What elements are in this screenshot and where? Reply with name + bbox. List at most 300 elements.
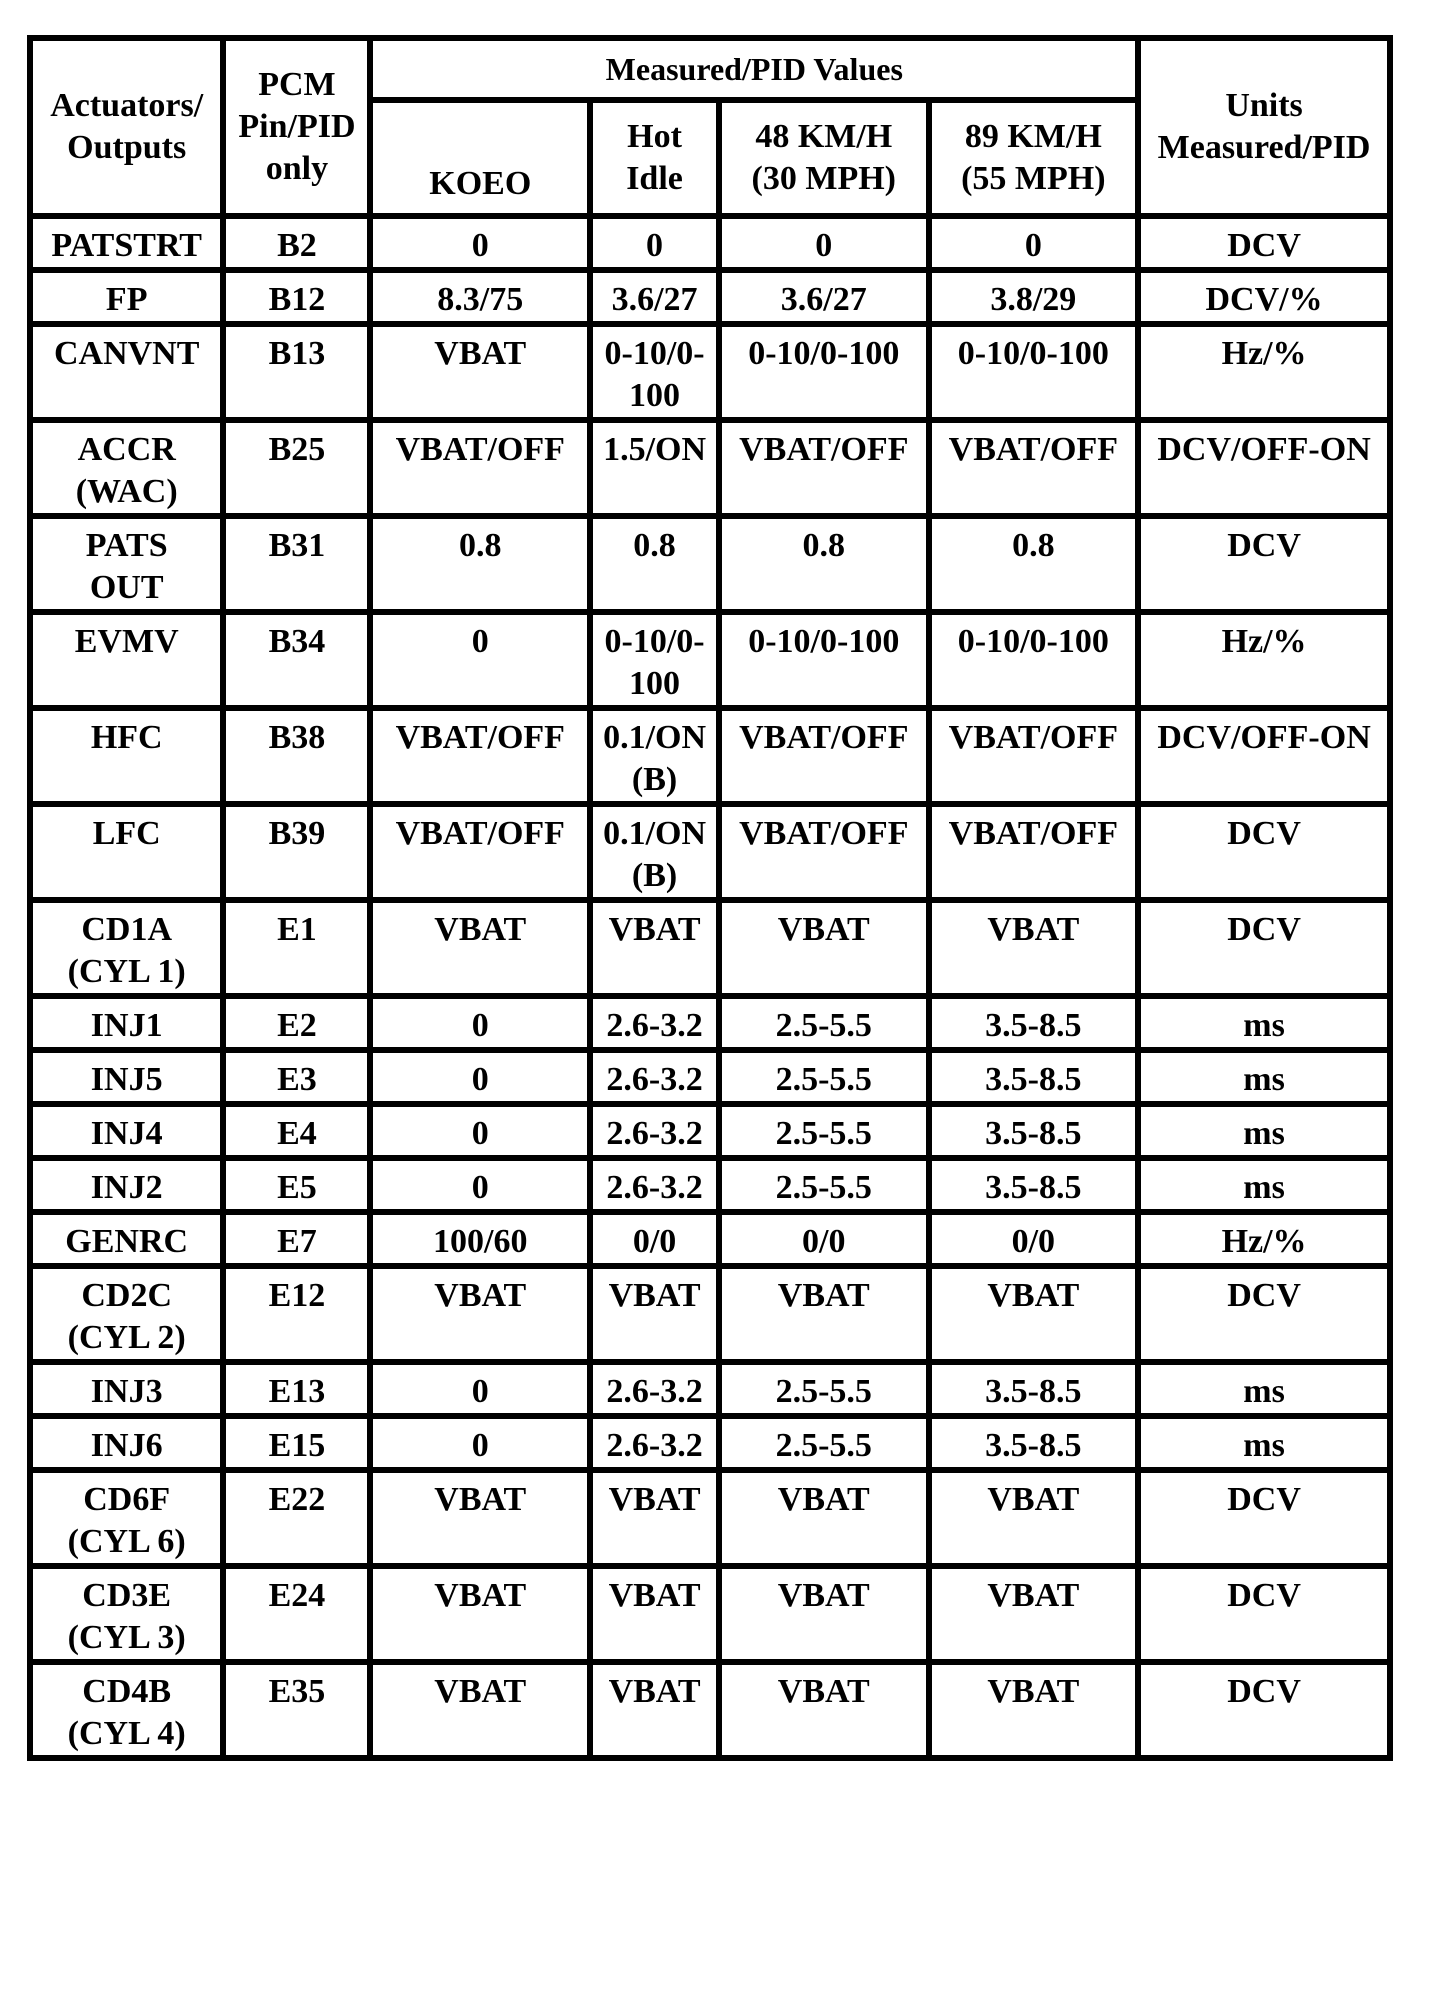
table-row bbox=[30, 612, 1390, 708]
table-row bbox=[30, 1566, 1390, 1662]
cell-actuator-line: CD1A bbox=[81, 911, 173, 948]
cell-48-kmh bbox=[719, 1050, 929, 1104]
cell-hot-idle bbox=[590, 900, 719, 996]
cell-48-kmh bbox=[719, 900, 929, 996]
cell-actuator-line: INJ3 bbox=[90, 1373, 163, 1410]
cell-actuator bbox=[30, 804, 223, 900]
cell-units bbox=[1138, 420, 1390, 516]
cell-units-line: DCV bbox=[1227, 815, 1301, 852]
cell-89-kmh-line: 3.5-8.5 bbox=[985, 1427, 1082, 1464]
cell-koeo bbox=[370, 1662, 590, 1758]
cell-hot-idle-line: 0 bbox=[646, 227, 664, 264]
cell-48-kmh bbox=[719, 1104, 929, 1158]
table-body bbox=[30, 216, 1390, 1758]
cell-actuator bbox=[30, 1662, 223, 1758]
cell-hot-idle-line: 0.1/ON bbox=[603, 719, 707, 756]
cell-units bbox=[1138, 708, 1390, 804]
cell-89-kmh bbox=[929, 216, 1139, 270]
cell-89-kmh bbox=[929, 1566, 1139, 1662]
cell-actuator-line: INJ5 bbox=[90, 1061, 163, 1098]
cell-koeo bbox=[370, 804, 590, 900]
cell-units-line: DCV bbox=[1227, 1577, 1301, 1614]
cell-koeo-line: VBAT bbox=[434, 1277, 527, 1314]
table-row bbox=[30, 216, 1390, 270]
cell-actuator bbox=[30, 420, 223, 516]
cell-48-kmh bbox=[719, 1212, 929, 1266]
cell-koeo-line: VBAT bbox=[434, 1481, 527, 1518]
table-row bbox=[30, 804, 1390, 900]
cell-pin: E7 bbox=[223, 1212, 370, 1266]
cell-actuator bbox=[30, 1212, 223, 1266]
table-row bbox=[30, 1470, 1390, 1566]
cell-koeo-line: 0 bbox=[471, 1169, 489, 1206]
cell-koeo bbox=[370, 1050, 590, 1104]
cell-actuator bbox=[30, 216, 223, 270]
cell-actuator-line: (WAC) bbox=[75, 473, 178, 510]
cell-units-line: Hz/% bbox=[1221, 1223, 1307, 1260]
cell-48-kmh bbox=[719, 420, 929, 516]
cell-units bbox=[1138, 270, 1390, 324]
cell-89-kmh bbox=[929, 1362, 1139, 1416]
cell-units-line: ms bbox=[1243, 1007, 1285, 1044]
cell-koeo-line: VBAT/OFF bbox=[395, 431, 565, 468]
cell-koeo bbox=[370, 516, 590, 612]
cell-48-kmh-line: 2.5-5.5 bbox=[775, 1169, 872, 1206]
table-row bbox=[30, 1212, 1390, 1266]
cell-units bbox=[1138, 1158, 1390, 1212]
cell-hot-idle bbox=[590, 1362, 719, 1416]
cell-units bbox=[1138, 1104, 1390, 1158]
cell-koeo bbox=[370, 216, 590, 270]
cell-hot-idle-line: VBAT bbox=[608, 1277, 701, 1314]
cell-koeo-line: 0 bbox=[471, 1427, 489, 1464]
cell-hot-idle-line: 100 bbox=[629, 377, 681, 414]
cell-hot-idle-line: 100 bbox=[629, 665, 681, 702]
cell-pin: B12 bbox=[223, 270, 370, 324]
cell-koeo-line: 0 bbox=[471, 623, 489, 660]
cell-actuator-line: PATS bbox=[85, 527, 168, 564]
cell-48-kmh bbox=[719, 1662, 929, 1758]
cell-48-kmh bbox=[719, 270, 929, 324]
cell-koeo-line: 8.3/75 bbox=[437, 281, 524, 318]
cell-koeo bbox=[370, 1416, 590, 1470]
cell-89-kmh bbox=[929, 270, 1139, 324]
cell-pin: B39 bbox=[223, 804, 370, 900]
cell-hot-idle-line: 0-10/0- bbox=[604, 335, 705, 372]
cell-hot-idle-line: (B) bbox=[631, 761, 678, 798]
cell-48-kmh-line: 0-10/0-100 bbox=[748, 335, 900, 372]
cell-units-line: ms bbox=[1243, 1115, 1285, 1152]
cell-89-kmh-line: 0-10/0-100 bbox=[957, 335, 1109, 372]
cell-48-kmh-line: 0.8 bbox=[802, 527, 846, 564]
cell-89-kmh-line: VBAT bbox=[987, 1673, 1080, 1710]
cell-48-kmh-line: VBAT/OFF bbox=[739, 431, 909, 468]
cell-units-line: ms bbox=[1243, 1427, 1285, 1464]
cell-hot-idle bbox=[590, 270, 719, 324]
cell-48-kmh bbox=[719, 612, 929, 708]
cell-units-line: DCV bbox=[1227, 227, 1301, 264]
header-units: Units Measured/PID bbox=[1138, 38, 1390, 216]
cell-48-kmh-line: 2.5-5.5 bbox=[775, 1061, 872, 1098]
cell-hot-idle-line: (B) bbox=[631, 857, 678, 894]
cell-actuator-line: ACCR bbox=[77, 431, 176, 468]
cell-koeo-line: 0 bbox=[471, 1061, 489, 1098]
cell-pin: E1 bbox=[223, 900, 370, 996]
cell-hot-idle bbox=[590, 420, 719, 516]
cell-actuator-line: LFC bbox=[92, 815, 161, 852]
cell-koeo bbox=[370, 1470, 590, 1566]
cell-hot-idle bbox=[590, 1158, 719, 1212]
cell-48-kmh bbox=[719, 1416, 929, 1470]
cell-hot-idle-line: 2.6-3.2 bbox=[606, 1061, 703, 1098]
cell-units-line: DCV bbox=[1227, 527, 1301, 564]
cell-units-line: DCV/% bbox=[1205, 281, 1323, 318]
cell-89-kmh bbox=[929, 804, 1139, 900]
cell-89-kmh-line: 0/0 bbox=[1011, 1223, 1056, 1260]
cell-48-kmh bbox=[719, 516, 929, 612]
cell-units-line: Hz/% bbox=[1221, 623, 1307, 660]
cell-units-line: DCV/OFF-ON bbox=[1157, 719, 1371, 756]
table-row bbox=[30, 324, 1390, 420]
cell-units bbox=[1138, 1050, 1390, 1104]
cell-48-kmh-line: 0-10/0-100 bbox=[748, 623, 900, 660]
cell-actuator bbox=[30, 996, 223, 1050]
cell-units bbox=[1138, 516, 1390, 612]
cell-89-kmh bbox=[929, 900, 1139, 996]
cell-koeo bbox=[370, 270, 590, 324]
cell-48-kmh-line: VBAT bbox=[777, 1277, 870, 1314]
cell-actuator bbox=[30, 1158, 223, 1212]
cell-89-kmh bbox=[929, 1104, 1139, 1158]
cell-koeo bbox=[370, 900, 590, 996]
cell-actuator bbox=[30, 1104, 223, 1158]
cell-actuator-line: (CYL 3) bbox=[67, 1619, 186, 1656]
cell-hot-idle bbox=[590, 324, 719, 420]
cell-units bbox=[1138, 1266, 1390, 1362]
cell-89-kmh bbox=[929, 612, 1139, 708]
cell-hot-idle-line: 2.6-3.2 bbox=[606, 1115, 703, 1152]
cell-48-kmh bbox=[719, 1266, 929, 1362]
cell-89-kmh bbox=[929, 1212, 1139, 1266]
cell-89-kmh bbox=[929, 1266, 1139, 1362]
header-measured-pid-values: Measured/PID Values bbox=[370, 38, 1138, 100]
cell-pin: E13 bbox=[223, 1362, 370, 1416]
header-48-kmh: 48 KM/H (30 MPH) bbox=[719, 100, 929, 216]
cell-koeo bbox=[370, 1266, 590, 1362]
cell-89-kmh bbox=[929, 516, 1139, 612]
cell-units bbox=[1138, 996, 1390, 1050]
cell-48-kmh-line: VBAT bbox=[777, 1673, 870, 1710]
cell-actuator bbox=[30, 324, 223, 420]
cell-hot-idle-line: 3.6/27 bbox=[611, 281, 698, 318]
table-row bbox=[30, 996, 1390, 1050]
cell-hot-idle bbox=[590, 1104, 719, 1158]
cell-89-kmh bbox=[929, 1158, 1139, 1212]
cell-89-kmh-line: 3.5-8.5 bbox=[985, 1115, 1082, 1152]
cell-hot-idle-line: 2.6-3.2 bbox=[606, 1373, 703, 1410]
cell-koeo-line: VBAT bbox=[434, 335, 527, 372]
cell-pin: E4 bbox=[223, 1104, 370, 1158]
table-row bbox=[30, 1050, 1390, 1104]
cell-48-kmh-line: VBAT/OFF bbox=[739, 719, 909, 756]
cell-pin: E2 bbox=[223, 996, 370, 1050]
cell-units bbox=[1138, 804, 1390, 900]
cell-hot-idle-line: 0.1/ON bbox=[603, 815, 707, 852]
cell-hot-idle-line: 0-10/0- bbox=[604, 623, 705, 660]
cell-48-kmh-line: VBAT bbox=[777, 911, 870, 948]
cell-actuator bbox=[30, 516, 223, 612]
cell-89-kmh-line: 0-10/0-100 bbox=[957, 623, 1109, 660]
cell-89-kmh-line: VBAT/OFF bbox=[948, 719, 1119, 756]
table-row bbox=[30, 900, 1390, 996]
cell-units-line: DCV bbox=[1227, 911, 1301, 948]
cell-pin: E24 bbox=[223, 1566, 370, 1662]
cell-hot-idle bbox=[590, 1266, 719, 1362]
cell-hot-idle-line: 1.5/ON bbox=[603, 431, 707, 468]
header-actuators-outputs: Actuators/ Outputs bbox=[30, 38, 223, 216]
cell-actuator-line: FP bbox=[105, 281, 148, 318]
cell-koeo bbox=[370, 612, 590, 708]
header-koeo: KOEO bbox=[370, 100, 590, 216]
cell-89-kmh bbox=[929, 996, 1139, 1050]
cell-48-kmh-line: VBAT bbox=[777, 1481, 870, 1518]
cell-hot-idle bbox=[590, 804, 719, 900]
cell-units-line: ms bbox=[1243, 1373, 1285, 1410]
cell-48-kmh-line: 2.5-5.5 bbox=[775, 1115, 872, 1152]
cell-hot-idle-line: 0/0 bbox=[632, 1223, 677, 1260]
cell-hot-idle bbox=[590, 1566, 719, 1662]
cell-hot-idle-line: VBAT bbox=[608, 1481, 701, 1518]
table-row bbox=[30, 1662, 1390, 1758]
cell-48-kmh bbox=[719, 804, 929, 900]
table-row bbox=[30, 516, 1390, 612]
cell-units bbox=[1138, 1470, 1390, 1566]
cell-actuator-line: CD4B bbox=[82, 1673, 172, 1710]
cell-89-kmh-line: 0.8 bbox=[1012, 527, 1055, 564]
cell-koeo-line: 100/60 bbox=[433, 1223, 528, 1260]
cell-actuator-line: CD2C bbox=[81, 1277, 173, 1314]
cell-actuator-line: INJ6 bbox=[90, 1427, 163, 1464]
cell-units bbox=[1138, 1212, 1390, 1266]
cell-pin: E22 bbox=[223, 1470, 370, 1566]
cell-koeo-line: 0.8 bbox=[459, 527, 502, 564]
cell-actuator bbox=[30, 612, 223, 708]
cell-hot-idle-line: VBAT bbox=[608, 1673, 701, 1710]
cell-koeo bbox=[370, 1104, 590, 1158]
header-pcm-pin: PCM Pin/PID only bbox=[223, 38, 370, 216]
cell-89-kmh-line: 3.5-8.5 bbox=[985, 1007, 1082, 1044]
cell-koeo-line: VBAT bbox=[434, 1673, 527, 1710]
cell-hot-idle-line: 2.6-3.2 bbox=[606, 1007, 703, 1044]
cell-89-kmh bbox=[929, 1470, 1139, 1566]
cell-koeo bbox=[370, 1158, 590, 1212]
cell-actuator bbox=[30, 270, 223, 324]
cell-89-kmh-line: VBAT bbox=[987, 1481, 1080, 1518]
cell-89-kmh bbox=[929, 324, 1139, 420]
cell-hot-idle-line: VBAT bbox=[608, 911, 701, 948]
cell-hot-idle bbox=[590, 1050, 719, 1104]
cell-89-kmh-line: 3.8/29 bbox=[990, 281, 1077, 318]
cell-48-kmh-line: 2.5-5.5 bbox=[775, 1427, 872, 1464]
cell-48-kmh-line: 3.6/27 bbox=[780, 281, 867, 318]
cell-units-line: DCV/OFF-ON bbox=[1157, 431, 1371, 468]
cell-hot-idle bbox=[590, 1416, 719, 1470]
cell-actuator-line: INJ4 bbox=[90, 1115, 163, 1152]
cell-units bbox=[1138, 900, 1390, 996]
cell-48-kmh-line: 2.5-5.5 bbox=[775, 1007, 872, 1044]
cell-actuator-line: CANVNT bbox=[53, 335, 200, 372]
cell-units-line: ms bbox=[1243, 1169, 1285, 1206]
cell-koeo-line: 0 bbox=[471, 1115, 489, 1152]
cell-actuator-line: PATSTRT bbox=[51, 227, 202, 264]
cell-48-kmh bbox=[719, 996, 929, 1050]
cell-hot-idle bbox=[590, 516, 719, 612]
cell-koeo bbox=[370, 996, 590, 1050]
table-row bbox=[30, 1158, 1390, 1212]
cell-actuator-line: (CYL 4) bbox=[67, 1715, 186, 1752]
cell-pin: E5 bbox=[223, 1158, 370, 1212]
cell-pin: E3 bbox=[223, 1050, 370, 1104]
cell-actuator bbox=[30, 708, 223, 804]
cell-units bbox=[1138, 216, 1390, 270]
cell-pin: B2 bbox=[223, 216, 370, 270]
cell-89-kmh-line: VBAT/OFF bbox=[948, 815, 1119, 852]
cell-units bbox=[1138, 324, 1390, 420]
cell-89-kmh bbox=[929, 1662, 1139, 1758]
cell-pin: E15 bbox=[223, 1416, 370, 1470]
cell-48-kmh-line: VBAT/OFF bbox=[739, 815, 909, 852]
cell-koeo bbox=[370, 708, 590, 804]
cell-actuator-line: GENRC bbox=[65, 1223, 189, 1260]
cell-units-line: ms bbox=[1243, 1061, 1285, 1098]
cell-actuator-line: INJ2 bbox=[90, 1169, 163, 1206]
header-89-kmh: 89 KM/H (55 MPH) bbox=[929, 100, 1139, 216]
cell-pin: B31 bbox=[223, 516, 370, 612]
cell-actuator-line: OUT bbox=[89, 569, 164, 606]
cell-89-kmh bbox=[929, 420, 1139, 516]
cell-89-kmh-line: 0 bbox=[1024, 227, 1042, 264]
table-row bbox=[30, 1266, 1390, 1362]
cell-89-kmh bbox=[929, 1416, 1139, 1470]
cell-actuator bbox=[30, 1470, 223, 1566]
cell-koeo-line: 0 bbox=[471, 1007, 489, 1044]
cell-actuator-line: EVMV bbox=[74, 623, 179, 660]
cell-koeo-line: 0 bbox=[471, 227, 489, 264]
cell-koeo-line: VBAT bbox=[434, 1577, 527, 1614]
header-row-top bbox=[30, 38, 1390, 100]
cell-89-kmh-line: VBAT bbox=[987, 1277, 1080, 1314]
cell-48-kmh bbox=[719, 216, 929, 270]
cell-hot-idle bbox=[590, 1662, 719, 1758]
cell-actuator-line: CD6F bbox=[83, 1481, 171, 1518]
cell-48-kmh-line: 0 bbox=[815, 227, 833, 264]
cell-koeo bbox=[370, 1566, 590, 1662]
cell-koeo-line: VBAT bbox=[434, 911, 527, 948]
cell-koeo bbox=[370, 324, 590, 420]
cell-hot-idle-line: 0.8 bbox=[633, 527, 676, 564]
cell-actuator-line: INJ1 bbox=[90, 1007, 163, 1044]
cell-hot-idle bbox=[590, 216, 719, 270]
cell-koeo bbox=[370, 1212, 590, 1266]
cell-hot-idle bbox=[590, 1212, 719, 1266]
cell-hot-idle bbox=[590, 708, 719, 804]
table-row bbox=[30, 420, 1390, 516]
cell-48-kmh bbox=[719, 1362, 929, 1416]
actuator-pid-table bbox=[27, 35, 1393, 1761]
cell-actuator-line: HFC bbox=[90, 719, 163, 756]
table-row bbox=[30, 1104, 1390, 1158]
cell-48-kmh bbox=[719, 1566, 929, 1662]
cell-48-kmh bbox=[719, 324, 929, 420]
cell-48-kmh-line: VBAT bbox=[777, 1577, 870, 1614]
table-row bbox=[30, 1362, 1390, 1416]
cell-actuator-line: (CYL 6) bbox=[67, 1523, 186, 1560]
cell-koeo bbox=[370, 1362, 590, 1416]
table-header bbox=[30, 38, 1390, 216]
cell-pin: E12 bbox=[223, 1266, 370, 1362]
cell-hot-idle-line: 2.6-3.2 bbox=[606, 1169, 703, 1206]
cell-48-kmh bbox=[719, 708, 929, 804]
cell-pin: B25 bbox=[223, 420, 370, 516]
cell-hot-idle-line: 2.6-3.2 bbox=[606, 1427, 703, 1464]
cell-units-line: Hz/% bbox=[1221, 335, 1307, 372]
cell-actuator bbox=[30, 1566, 223, 1662]
cell-hot-idle bbox=[590, 612, 719, 708]
cell-89-kmh-line: 3.5-8.5 bbox=[985, 1061, 1082, 1098]
cell-actuator-line: CD3E bbox=[82, 1577, 172, 1614]
cell-actuator bbox=[30, 1362, 223, 1416]
cell-48-kmh-line: 2.5-5.5 bbox=[775, 1373, 872, 1410]
cell-hot-idle bbox=[590, 1470, 719, 1566]
cell-actuator bbox=[30, 900, 223, 996]
cell-hot-idle bbox=[590, 996, 719, 1050]
cell-units bbox=[1138, 1416, 1390, 1470]
cell-48-kmh bbox=[719, 1470, 929, 1566]
cell-actuator bbox=[30, 1416, 223, 1470]
cell-89-kmh-line: VBAT/OFF bbox=[948, 431, 1119, 468]
cell-89-kmh-line: 3.5-8.5 bbox=[985, 1169, 1082, 1206]
cell-units bbox=[1138, 612, 1390, 708]
cell-units bbox=[1138, 1662, 1390, 1758]
cell-units-line: DCV bbox=[1227, 1277, 1301, 1314]
cell-48-kmh bbox=[719, 1158, 929, 1212]
cell-pin: B34 bbox=[223, 612, 370, 708]
cell-pin: B38 bbox=[223, 708, 370, 804]
cell-units-line: DCV bbox=[1227, 1481, 1301, 1518]
table-row bbox=[30, 270, 1390, 324]
cell-89-kmh-line: 3.5-8.5 bbox=[985, 1373, 1082, 1410]
cell-48-kmh-line: 0/0 bbox=[802, 1223, 846, 1260]
cell-actuator bbox=[30, 1050, 223, 1104]
cell-koeo-line: VBAT/OFF bbox=[395, 815, 565, 852]
cell-units-line: DCV bbox=[1227, 1673, 1301, 1710]
header-hot-idle: Hot Idle bbox=[590, 100, 719, 216]
cell-koeo-line: 0 bbox=[471, 1373, 489, 1410]
cell-actuator-line: (CYL 1) bbox=[67, 953, 186, 990]
cell-89-kmh bbox=[929, 1050, 1139, 1104]
cell-koeo bbox=[370, 420, 590, 516]
cell-units bbox=[1138, 1362, 1390, 1416]
cell-koeo-line: VBAT/OFF bbox=[395, 719, 565, 756]
table-row bbox=[30, 1416, 1390, 1470]
cell-actuator-line: (CYL 2) bbox=[67, 1319, 186, 1356]
cell-89-kmh-line: VBAT bbox=[987, 1577, 1080, 1614]
table-row bbox=[30, 708, 1390, 804]
cell-hot-idle-line: VBAT bbox=[608, 1577, 701, 1614]
cell-pin: B13 bbox=[223, 324, 370, 420]
cell-89-kmh bbox=[929, 708, 1139, 804]
cell-pin: E35 bbox=[223, 1662, 370, 1758]
